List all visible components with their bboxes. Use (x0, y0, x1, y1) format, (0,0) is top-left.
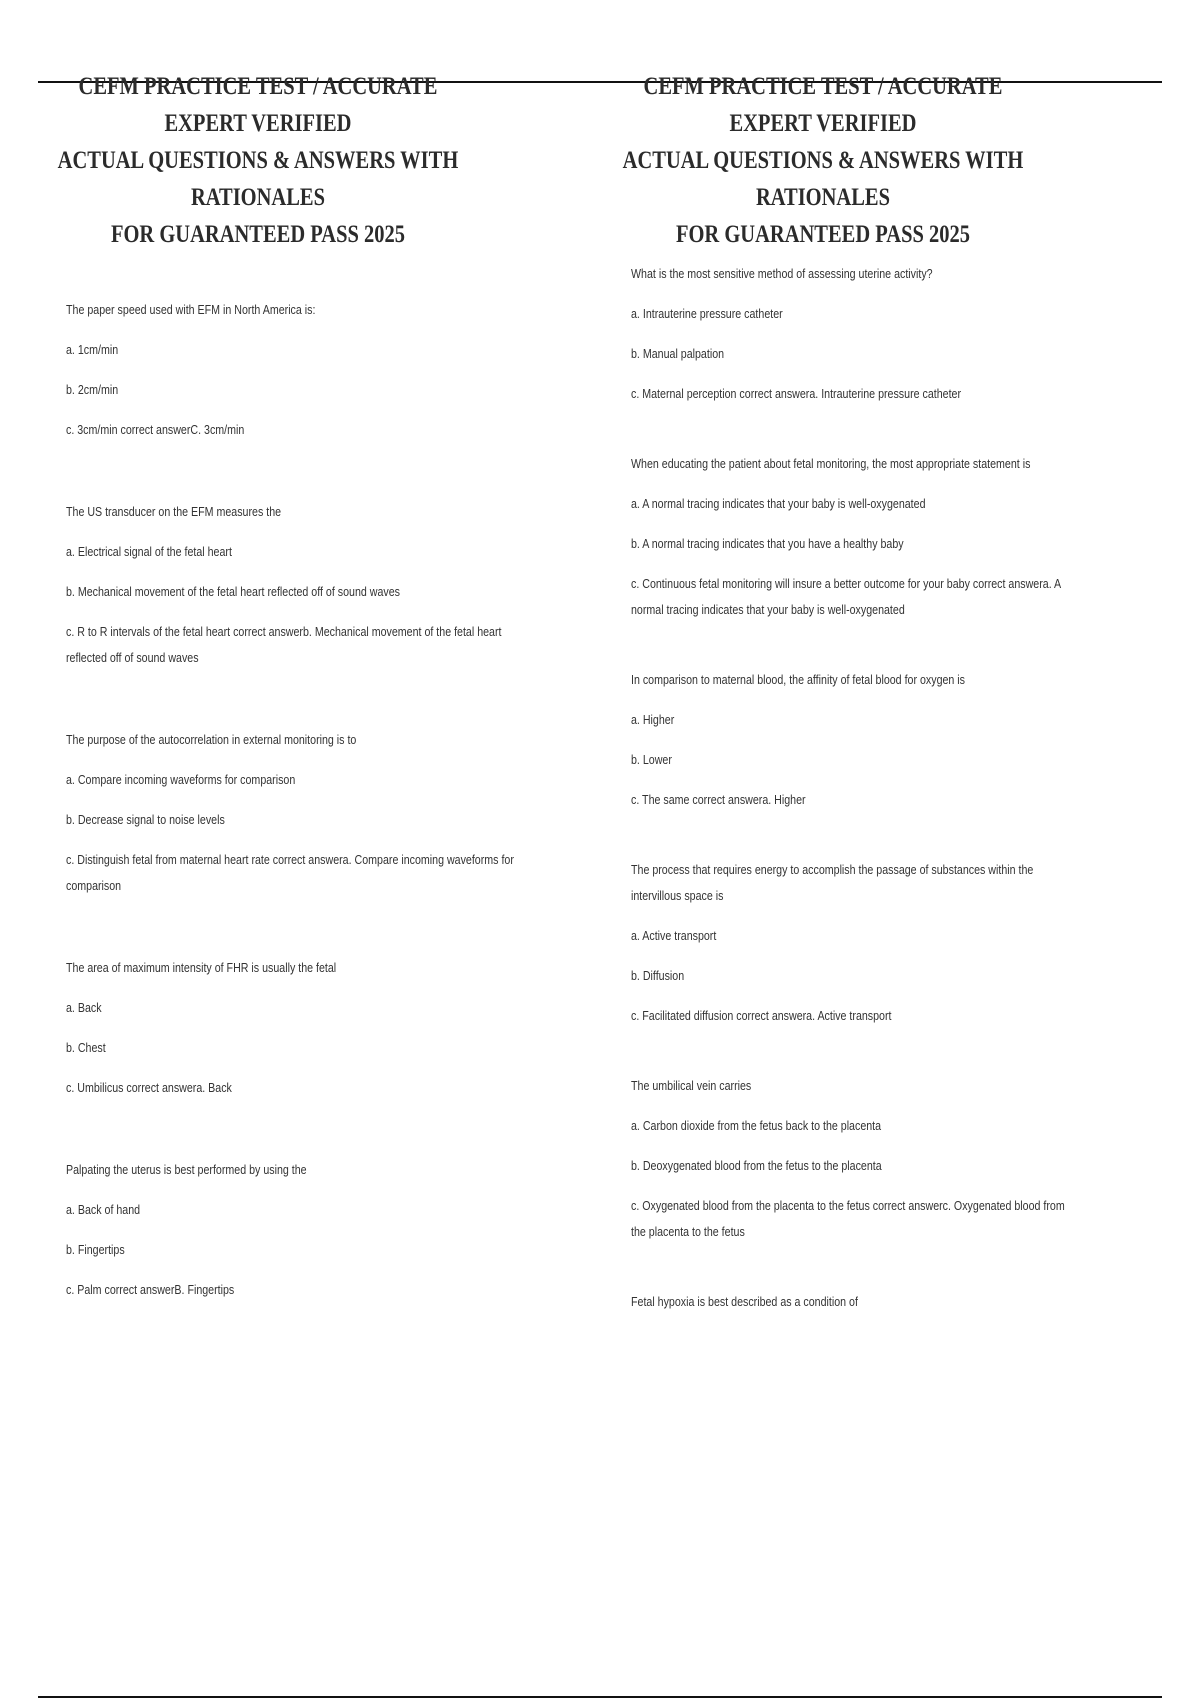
question-block (66, 727, 542, 899)
right-question-list (631, 261, 1070, 1315)
option-a: a. Intrauterine pressure catheter (631, 306, 783, 321)
question-text: Palpating the uterus is best performed by using the (66, 1162, 307, 1177)
option-c-answer: c. Facilitated diffusion correct answera. Active transport (631, 1008, 892, 1023)
question-text: The area of maximum intensity of FHR is usually the fetal (66, 960, 337, 975)
option-a: a. Compare incoming waveforms for comparison (66, 772, 296, 787)
option-a: a. Electrical signal of the fetal heart (66, 544, 232, 559)
question-text: The process that requires energy to accomplish the passage of substances within the intervillous space is (631, 862, 1034, 903)
heading-line-3: FOR GUARANTEED PASS 2025 (110, 221, 405, 248)
option-c-answer: c. The same correct answera. Higher (631, 792, 806, 807)
option-b: b. Mechanical movement of the fetal heart reflected off of sound waves (66, 584, 401, 599)
heading-line-2: ACTUAL QUESTIONS & ANSWERS WITH RATIONALES (57, 147, 459, 211)
question-text: Fetal hypoxia is best described as a condition of (631, 1294, 858, 1309)
left-question-list (66, 297, 542, 1303)
question-text: What is the most sensitive method of assessing uterine activity? (631, 266, 933, 281)
option-b: b. 2cm/min (66, 382, 119, 397)
option-c-answer: c. Distinguish fetal from maternal heart rate correct answera. Compare incoming waveforms for comparison (66, 852, 514, 893)
option-b: b. Decrease signal to noise levels (66, 812, 225, 827)
option-c-answer: c. 3cm/min correct answerC. 3cm/min (66, 422, 245, 437)
option-a: a. 1cm/min (66, 342, 119, 357)
option-c-answer: c. Oxygenated blood from the placenta to the fetus correct answerc. Oxygenated blood from the placenta to the fetus (631, 1198, 1065, 1239)
option-b: b. Diffusion (631, 968, 685, 983)
option-a: a. A normal tracing indicates that your baby is well-oxygenated (631, 496, 926, 511)
heading-line-2: ACTUAL QUESTIONS & ANSWERS WITH RATIONALES (622, 147, 1024, 211)
bottom-rule (38, 1696, 1162, 1698)
option-c-answer: c. R to R intervals of the fetal heart correct answerb. Mechanical movement of the fetal heart reflected off of sound waves (66, 624, 502, 665)
question-block (66, 499, 542, 671)
question-block (631, 261, 1070, 407)
option-a: a. Active transport (631, 928, 717, 943)
question-text: When educating the patient about fetal monitoring, the most appropriate statement is (631, 456, 1031, 471)
option-a: a. Higher (631, 712, 675, 727)
option-b: b. Fingertips (66, 1242, 125, 1257)
option-b: b. Deoxygenated blood from the fetus to the placenta (631, 1158, 882, 1173)
option-c-answer: c. Palm correct answerB. Fingertips (66, 1282, 235, 1297)
option-b: b. Manual palpation (631, 346, 725, 361)
question-text: The purpose of the autocorrelation in external monitoring is to (66, 732, 357, 747)
option-c-answer: c. Continuous fetal monitoring will insure a better outcome for your baby correct answera. A normal tracing indicates that your baby is well-oxygenated (631, 576, 1061, 617)
option-b: b. Lower (631, 752, 672, 767)
question-block (66, 297, 542, 443)
option-a: a. Back of hand (66, 1202, 141, 1217)
left-column (57, 68, 586, 1359)
question-block (66, 1157, 542, 1303)
question-text: The paper speed used with EFM in North America is: (66, 302, 316, 317)
question-block (631, 451, 1070, 623)
right-page-heading (611, 68, 1035, 253)
question-block (631, 1073, 1070, 1245)
question-block (66, 955, 542, 1101)
question-block (631, 667, 1070, 813)
right-column (622, 68, 1071, 1359)
option-c-answer: c. Maternal perception correct answera. Intrauterine pressure catheter (631, 386, 962, 401)
question-text: The US transducer on the EFM measures the (66, 504, 282, 519)
heading-line-3: FOR GUARANTEED PASS 2025 (675, 221, 970, 248)
question-block (631, 857, 1070, 1029)
option-a: a. Carbon dioxide from the fetus back to the placenta (631, 1118, 882, 1133)
heading-line-1: CEFM PRACTICE TEST / ACCURATE EXPERT VERIFIED (643, 73, 1003, 137)
question-block (631, 1289, 1070, 1315)
question-text: The umbilical vein carries (631, 1078, 752, 1093)
left-page-heading (46, 68, 470, 253)
option-b: b. A normal tracing indicates that you have a healthy baby (631, 536, 904, 551)
question-text: In comparison to maternal blood, the affinity of fetal blood for oxygen is (631, 672, 966, 687)
option-b: b. Chest (66, 1040, 106, 1055)
option-c-answer: c. Umbilicus correct answera. Back (66, 1080, 232, 1095)
heading-line-1: CEFM PRACTICE TEST / ACCURATE EXPERT VERIFIED (78, 73, 438, 137)
option-a: a. Back (66, 1000, 102, 1015)
